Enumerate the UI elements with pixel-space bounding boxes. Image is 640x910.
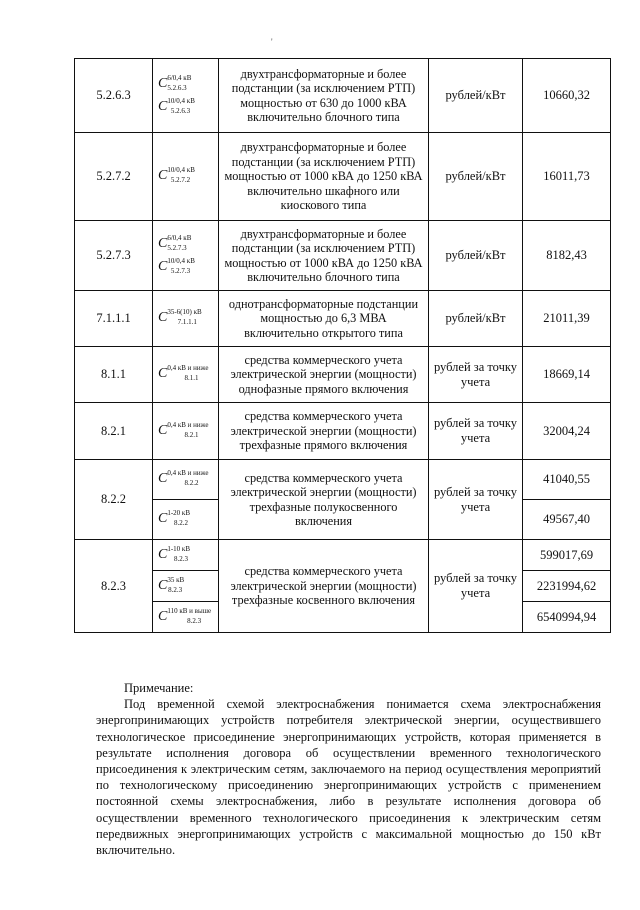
row-description: средства коммерческого учета электрической энергии (мощности) однофазные прямого включения: [219, 347, 429, 403]
rate-symbol: $C^{1-10 кВ}_{8.2.3}$: [158, 544, 190, 563]
row-unit: рублей за точку учета: [429, 460, 523, 540]
row-code: 7.1.1.1: [75, 291, 153, 347]
row-description: средства коммерческого учета электрической энергии (мощности) трехфазные прямого включения: [219, 403, 429, 460]
row-value: 49567,40: [523, 500, 611, 540]
row-value: 6540994,94: [523, 602, 611, 633]
rate-symbol-cell: [153, 347, 219, 403]
row-code: 5.2.7.3: [75, 221, 153, 291]
row-value: 8182,43: [523, 221, 611, 291]
rate-symbol: $C^{0,4 кВ и ниже}_{8.1.1}$: [158, 364, 209, 383]
rate-symbol-cell: [153, 602, 219, 633]
table-row: [75, 540, 611, 571]
rate-symbol: $C^{10/0,4 кВ}_{5.2.7.2}$: [158, 166, 195, 185]
row-unit: рублей за точку учета: [429, 347, 523, 403]
rate-symbol-cell: [153, 500, 219, 540]
row-unit: рублей/кВт: [429, 221, 523, 291]
rate-symbol: $C^{0,4 кВ и ниже}_{8.2.1}$: [158, 420, 209, 439]
table-row: [75, 291, 611, 347]
table-row: [75, 59, 611, 133]
rate-symbol: $C^{10/0,4 кВ}_{5.2.7.3}$: [158, 256, 195, 275]
rate-symbol: $C^{35 кВ}_{8.2.3}$: [158, 575, 185, 594]
row-value: 21011,39: [523, 291, 611, 347]
table-row: [75, 403, 611, 460]
row-unit: рублей/кВт: [429, 59, 523, 133]
row-value: 41040,55: [523, 460, 611, 500]
row-code: 8.2.3: [75, 540, 153, 633]
rate-symbol: $C^{35-6(10) кВ}_{7.1.1.1}$: [158, 308, 202, 327]
row-value: 32004,24: [523, 403, 611, 460]
row-value: 599017,69: [523, 540, 611, 571]
rate-symbol-cell: [153, 221, 219, 291]
row-code: 5.2.6.3: [75, 59, 153, 133]
rate-symbol-cell: [153, 291, 219, 347]
row-description: двухтрансформаторные и более подстанции (за исключением РТП) мощностью от 630 до 1000 кВА включительно блочного типа: [219, 59, 429, 133]
row-unit: рублей/кВт: [429, 291, 523, 347]
rate-symbol-cell: [153, 460, 219, 500]
row-code: 8.2.2: [75, 460, 153, 540]
row-value: 10660,32: [523, 59, 611, 133]
row-description: двухтрансформаторные и более подстанции (за исключением РТП) мощностью от 1000 кВА до 1250 кВА включительно блочного типа: [219, 221, 429, 291]
table-row: [75, 347, 611, 403]
row-value: 2231994,62: [523, 571, 611, 602]
table-row: [75, 460, 611, 500]
row-value: 18669,14: [523, 347, 611, 403]
row-description: средства коммерческого учета электрической энергии (мощности) трехфазные косвенного включения: [219, 540, 429, 633]
row-code: 5.2.7.2: [75, 133, 153, 221]
note-text: Под временной схемой электроснабжения понимается схема электроснабжения энергопринимающих устройств потребителя электрической энергии, осуществившего технологическое присоединение энергопринимающих устройств, которая применяется в результате исполнения договора об осуществлении временного технологического присоединения к электрическим сетям, заключаемого на период осуществления мероприятий по технологическому присоединению энергопринимающих устройств с применением постоянной схемы электроснабжения, либо в результате исполнения договора об осуществлении временного технологического присоединения к электрическим сетям передвижных энергопринимающих устройств с максимальной мощностью до 150 кВт включительно.: [96, 697, 601, 858]
row-code: 8.2.1: [75, 403, 153, 460]
rate-symbol-cell: [153, 540, 219, 571]
row-unit: рублей/кВт: [429, 133, 523, 221]
rate-symbol-cell: [153, 403, 219, 460]
rate-symbol: $C^{0,4 кВ и ниже}_{8.2.2}$: [158, 469, 209, 488]
rate-symbol: $C^{6/0,4 кВ}_{5.2.7.3}$: [158, 233, 192, 252]
note-title: Примечание:: [124, 681, 194, 695]
rate-symbol-cell: [153, 571, 219, 602]
row-description: средства коммерческого учета электрической энергии (мощности) трехфазные полукосвенного включения: [219, 460, 429, 540]
table-row: [75, 221, 611, 291]
rate-symbol: $C^{6/0,4 кВ}_{5.2.6.3}$: [158, 73, 192, 92]
tariff-table: [74, 58, 611, 633]
row-code: 8.1.1: [75, 347, 153, 403]
row-value: 16011,73: [523, 133, 611, 221]
rate-symbol-cell: [153, 133, 219, 221]
rate-symbol: $C^{10/0,4 кВ}_{5.2.6.3}$: [158, 96, 195, 115]
row-unit: рублей за точку учета: [429, 540, 523, 633]
rate-symbol-cell: [153, 59, 219, 133]
rate-symbol: $C^{110 кВ и выше}_{8.2.3}$: [158, 606, 212, 625]
rate-symbol: $C^{1-20 кВ}_{8.2.2}$: [158, 509, 190, 528]
row-description: однотрансформаторные подстанции мощностью до 6,3 МВА включительно открытого типа: [219, 291, 429, 347]
row-description: двухтрансформаторные и более подстанции (за исключением РТП) мощностью от 1000 кВА до 1250 кВА включительно шкафного или киоскового типа: [219, 133, 429, 221]
table-row: [75, 133, 611, 221]
note-section: [96, 680, 601, 858]
page-mark: ': [271, 37, 273, 47]
row-unit: рублей за точку учета: [429, 403, 523, 460]
